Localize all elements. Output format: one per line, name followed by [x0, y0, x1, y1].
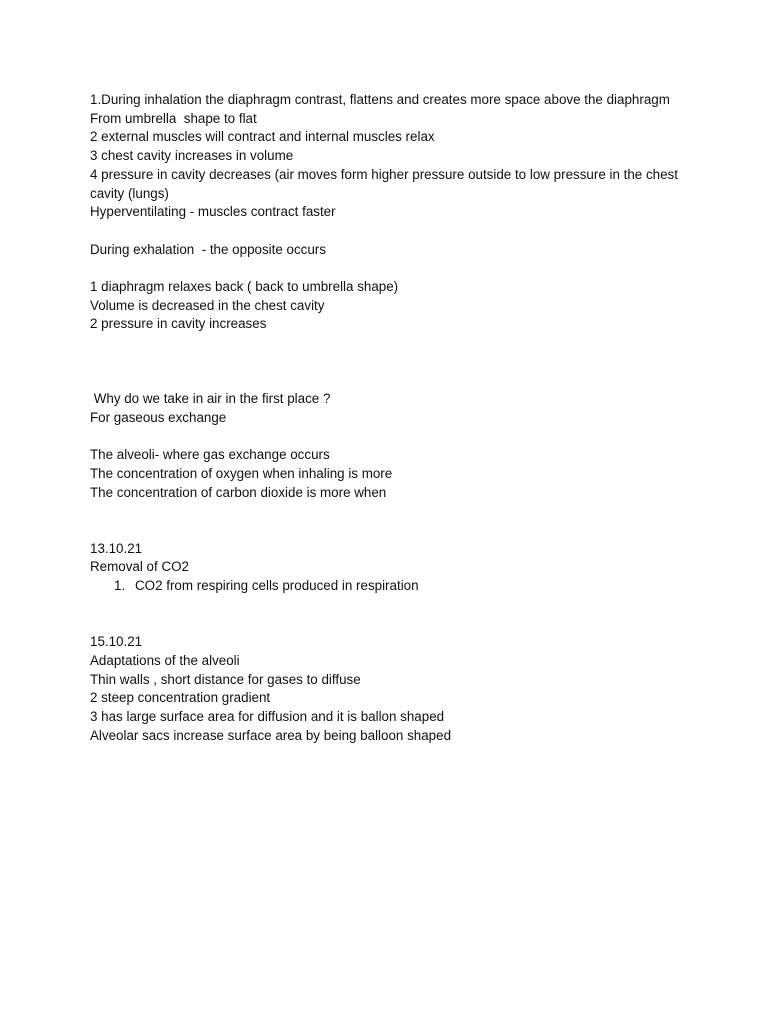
- text-line: 2 pressure in cavity increases: [90, 316, 267, 332]
- section-removal: [90, 540, 680, 596]
- text-line: Hyperventilating - muscles contract faster: [90, 204, 336, 220]
- text-line: The concentration of oxygen when inhaling is more: [90, 465, 393, 481]
- list-item-text: CO2 from respiring cells produced in respiration: [135, 578, 419, 594]
- date-line: 15.10.21: [90, 634, 143, 650]
- blank-gap: [90, 334, 680, 390]
- text-line: 1 diaphragm relaxes back ( back to umbrella shape): [90, 279, 399, 294]
- section-title: Removal of CO2: [90, 559, 189, 575]
- section-heading: During exhalation - the opposite occurs: [90, 241, 326, 257]
- text-line: Alveolar sacs increase surface area by being balloon shaped: [90, 727, 452, 743]
- text-line: From umbrella shape to flat: [90, 110, 257, 126]
- numbered-list-item: [90, 577, 680, 596]
- text-line: 2 external muscles will contract and internal muscles relax: [90, 129, 435, 145]
- text-line: The concentration of carbon dioxide is more when: [90, 484, 387, 500]
- blank-line: [90, 259, 680, 278]
- text-line: 4 pressure in cavity decreases (air moves form higher pressure outside to low pressure in the chest cavity (lungs): [90, 166, 682, 201]
- section-exhalation: [90, 241, 680, 335]
- text-line: 3 has large surface area for diffusion and it is ballon shaped: [90, 709, 445, 725]
- section-gas-exchange: [90, 390, 680, 502]
- section-breathing: [90, 91, 680, 222]
- text-line: 2 steep concentration gradient: [90, 690, 271, 706]
- text-line: 3 chest cavity increases in volume: [90, 148, 294, 164]
- text-line: The alveoli- where gas exchange occurs: [90, 447, 330, 463]
- blank-line: [90, 222, 680, 241]
- section-adaptations: [90, 633, 680, 745]
- date-line: 13.10.21: [90, 540, 143, 556]
- blank-gap: [90, 596, 680, 633]
- document-page: [90, 91, 680, 745]
- text-line: Thin walls , short distance for gases to diffuse: [90, 671, 361, 687]
- answer-line: For gaseous exchange: [90, 409, 227, 425]
- text-line: 1.During inhalation the diaphragm contrast, flattens and creates more space above the diaphragm: [90, 92, 670, 107]
- blank-line: [90, 428, 680, 447]
- list-number: 1.: [114, 578, 126, 594]
- text-line: Volume is decreased in the chest cavity: [90, 297, 325, 313]
- blank-gap: [90, 502, 680, 539]
- question-line: Why do we take in air in the first place ?: [90, 391, 331, 407]
- section-title: Adaptations of the alveoli: [90, 652, 240, 668]
